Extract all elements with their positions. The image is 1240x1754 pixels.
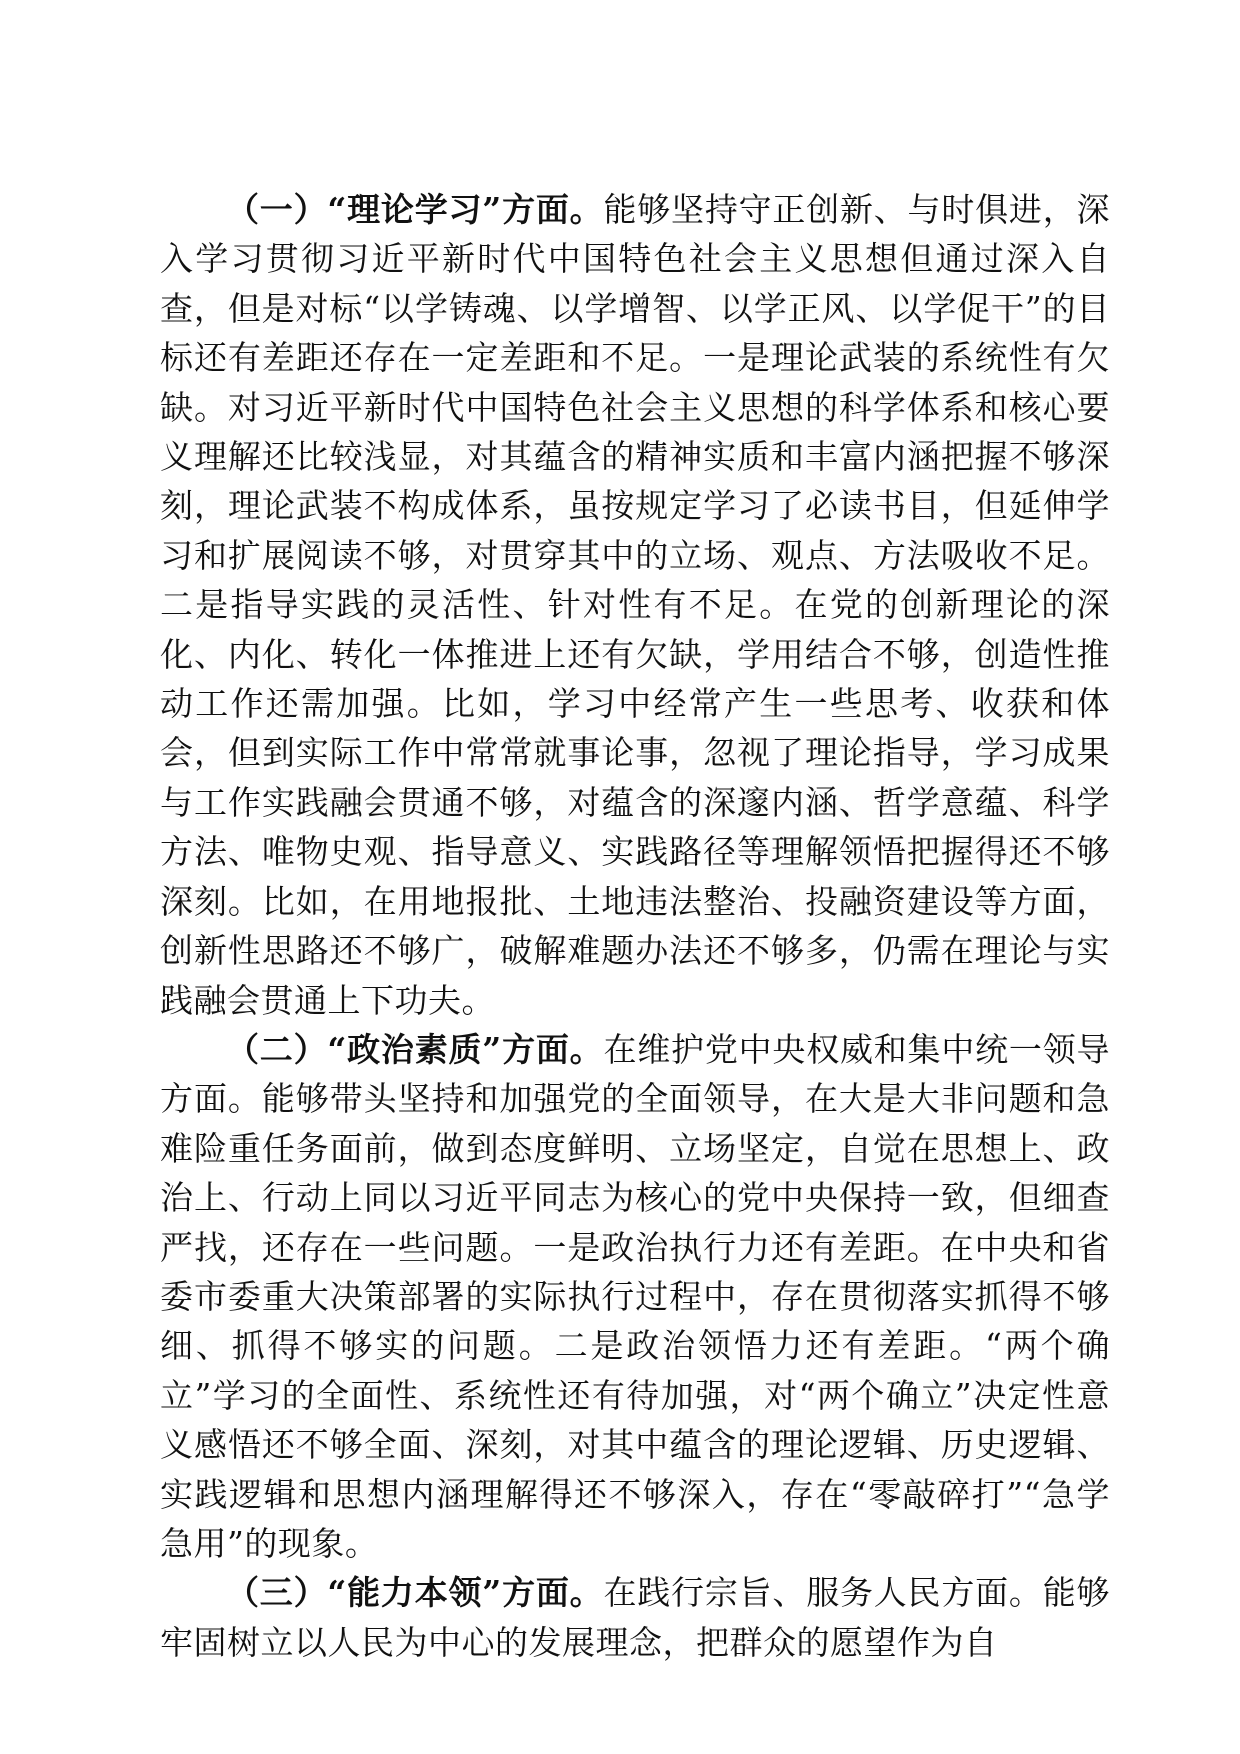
section-2-body: 在维护党中央权威和集中统一领导方面。能够带头坚持和加强党的全面领导，在大是大非问题和急难险重任务面前，做到态度鲜明、立场坚定，自觉在思想上、政治上、行动上同以习近平同志为核心的党中央保持一致，但细查严找，还存在一些问题。一是政治执行力还有差距。在中央和省委市委重大决策部署的实际执行过程中，存在贯彻落实抓得不够细、抓得不够实的问题。二是政治领悟力还有差距。“两个确立”学习的全面性、系统性还有待加强，对“两个确立”决定性意义感悟还不够全面、深刻，对其中蕴含的理论逻辑、历史逻辑、实践逻辑和思想内涵理解得还不够深入，存在“零敲碎打”“急学急用”的现象。 (160, 1029, 1111, 1563)
section-3-heading: （三）“能力本领”方面。 (226, 1573, 604, 1613)
section-1 (160, 185, 1110, 1025)
section-1-body: 能够坚持守正创新、与时俱进，深入学习贯彻习近平新时代中国特色社会主义思想但通过深入自查，但是对标“以学铸魂、以学增智、以学正风、以学促干”的目标还有差距还存在一定差距和不足。一是理论武装的系统性有欠缺。对习近平新时代中国特色社会主义思想的科学体系和核心要义理解还比较浅显，对其蕴含的精神实质和丰富内涵把握不够深刻，理论武装不构成体系，虽按规定学习了必读书目，但延伸学习和扩展阅读不够，对贯穿其中的立场、观点、方法吸收不足。二是指导实践的灵活性、针对性有不足。在党的创新理论的深化、内化、转化一体推进上还有欠缺，学用结合不够，创造性推动工作还需加强。比如，学习中经常产生一些思考、收获和体会，但到实际工作中常常就事论事，忽视了理论指导，学习成果与工作实践融会贯通不够，对蕴含的深邃内涵、哲学意蕴、科学方法、唯物史观、指导意义、实践路径等理解领悟把握得还不够深刻。比如，在用地报批、土地违法整治、投融资建设等方面，创新性思路还不够广，破解难题办法还不够多，仍需在理论与实践融会贯通上下功夫。 (160, 190, 1111, 1020)
section-3 (160, 1568, 1110, 1667)
section-1-heading: （一）“理论学习”方面。 (226, 190, 604, 229)
section-2-heading: （二）“政治素质”方面。 (226, 1029, 604, 1069)
section-3-body: 在践行宗旨、服务人民方面。能够牢固树立以人民为中心的发展理念，把群众的愿望作为自 (160, 1573, 1111, 1662)
document-page (160, 185, 1110, 1667)
section-2 (160, 1025, 1110, 1568)
